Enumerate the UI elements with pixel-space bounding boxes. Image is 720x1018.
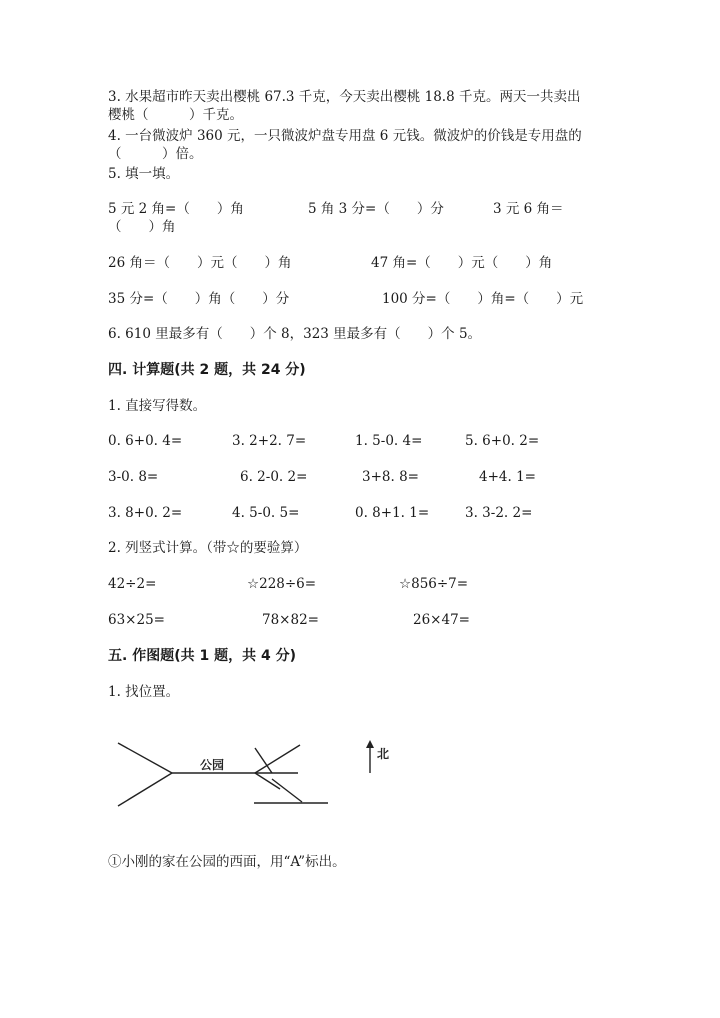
q5-r3c2: 100 分=（ ）角=（ ）元	[382, 291, 584, 307]
map-line-right-middle	[255, 773, 280, 789]
calc-r3-1: 3. 8+0. 2=	[108, 505, 183, 521]
calc-r3-4: 3. 3-2. 2=	[465, 505, 533, 521]
calc-r5-1: 63×25=	[108, 612, 165, 628]
q5-r1c1: 5 元 2 角=（ ）角	[108, 201, 244, 217]
map-label-park: 公园	[200, 758, 225, 772]
map-label-north: 北	[377, 747, 390, 761]
calc-r3-3: 0. 8+1. 1=	[355, 505, 430, 521]
calc-r1-1: 0. 6+0. 4=	[108, 433, 183, 449]
q5-r1c3-continued: （ ）角	[108, 219, 176, 235]
calc-r1-2: 3. 2+2. 7=	[232, 433, 307, 449]
calc-r3-2: 4. 5-0. 5=	[232, 505, 300, 521]
q5-r1c3: 3 元 6 角＝	[493, 201, 564, 217]
q5-r1c2: 5 角 3 分=（ ）分	[308, 201, 444, 217]
q6-text: 6. 610 里最多有（ ）个 8，323 里最多有（ ）个 5。	[108, 326, 482, 342]
q5-r2c2: 47 角=（ ）元（ ）角	[371, 255, 553, 271]
q4-line1: 4. 一台微波炉 360 元，一只微波炉盘专用盘 6 元钱。微波炉的价钱是专用盘的	[108, 128, 582, 144]
section5-heading: 五. 作图题(共 1 题，共 4 分)	[108, 648, 296, 664]
section4-heading: 四. 计算题(共 2 题，共 24 分)	[108, 362, 306, 378]
q4-line2: （ ）倍。	[108, 146, 203, 162]
calc-r4-1: 42÷2=	[108, 576, 157, 592]
map-line-left-upper	[118, 743, 172, 773]
calc-r1-3: 1. 5-0. 4=	[355, 433, 423, 449]
calc-r2-4: 4+4. 1=	[479, 469, 536, 485]
section5-q1-title: 1. 找位置。	[108, 684, 180, 700]
calc-r2-1: 3-0. 8=	[108, 469, 159, 485]
q5-r2c1: 26 角＝（ ）元（ ）角	[108, 255, 292, 271]
q3-line2: 樱桃（ ）千克。	[108, 107, 243, 123]
q3-line1: 3. 水果超市昨天卖出樱桃 67.3 千克，今天卖出樱桃 18.8 千克。两天一共卖出	[108, 89, 581, 105]
map-line-right-lower	[272, 779, 302, 802]
calc-r5-2: 78×82=	[262, 612, 319, 628]
calc-r4-3: ☆856÷7=	[399, 576, 469, 592]
section4-q1-title: 1. 直接写得数。	[108, 398, 207, 414]
map-line-left-lower	[118, 773, 172, 806]
north-arrow-head-icon	[366, 740, 374, 748]
calc-r2-3: 3+8. 8=	[362, 469, 419, 485]
q5-r3c1: 35 分=（ ）角（ ）分	[108, 291, 290, 307]
section4-q2-title: 2. 列竖式计算。（带☆的要验算）	[108, 540, 308, 556]
q5-title: 5. 填一填。	[108, 166, 180, 182]
section5-sub1: ①小刚的家在公园的西面，用“A”标出。	[108, 854, 346, 870]
calc-r5-3: 26×47=	[413, 612, 470, 628]
calc-r4-2: ☆228÷6=	[247, 576, 317, 592]
map-line-right-inner	[255, 748, 272, 773]
calc-r2-2: 6. 2-0. 2=	[240, 469, 308, 485]
calc-r1-4: 5. 6+0. 2=	[465, 433, 540, 449]
